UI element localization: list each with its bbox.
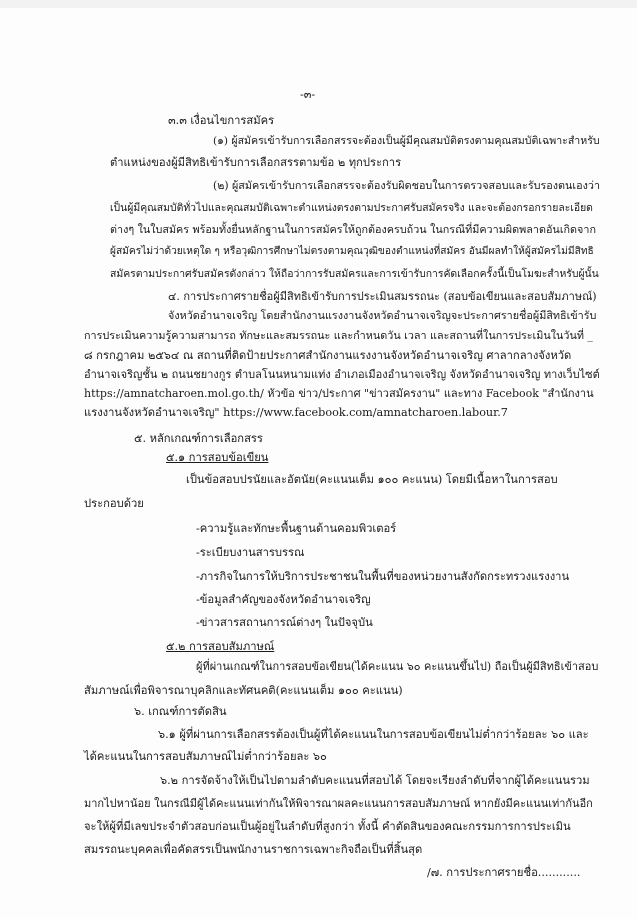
topic-4: -ข้อมูลสำคัญของจังหวัดอำนาจเจริญ <box>196 593 371 606</box>
s62-line-1: ๖.๒ การจัดจ้างให้เป็นไปตามลำดับคะแนนที่สอบได้ โดยจะเรียงลำดับที่จากผู้ได้คะแนนรวม <box>160 774 590 787</box>
s4-line-4: อำนาจเจริญชั้น ๒ ถนนชยางกูร ตำบลโนนหนามแท่ง อำเภอเมืองอำนาจเจริญ จังหวัดอำนาจเจริญ ทางเว็บไซต์ <box>84 368 600 381</box>
s52-line-1: ผู้ที่ผ่านเกณฑ์ในการสอบข้อเขียน(ได้คะแนน ๖๐ คะแนนขึ้นไป) ถือเป็นผู้มีสิทธิเข้าสอบ <box>196 660 599 673</box>
s33-p2-line-2: เป็นผู้มีคุณสมบัติทั่วไปและคุณสมบัติเฉพาะตำแหน่งตรงตามประกาศรับสมัครจริง และจะต้องกรอกรายละเอียด <box>110 202 593 214</box>
section-5-1-heading: ๕.๑ การสอบข้อเขียน <box>166 451 269 464</box>
s33-p2-line-1: (๒) ผู้สมัครเข้ารับการเลือกสรรจะต้องรับผิดชอบในการตรวจสอบและรับรองตนเองว่า <box>213 179 601 192</box>
s4-line-1: จังหวัดอำนาจเจริญ โดยสำนักงานแรงงานจังหวัดอำนาจเจริญจะประกาศรายชื่อผู้มีสิทธิเข้ารับ <box>168 309 597 322</box>
s33-p1-line-1: (๑) ผู้สมัครเข้ารับการเลือกสรรจะต้องเป็นผู้มีคุณสมบัติตรงตามคุณสมบัติเฉพาะสำหรับ <box>213 135 600 147</box>
s62-line-4: สมรรถนะบุคคลเพื่อคัดสรรเป็นพนักงานราชการเฉพาะกิจถือเป็นที่สิ้นสุด <box>84 843 423 856</box>
section-3-3-heading: ๓.๓ เงื่อนไขการสมัคร <box>168 114 275 127</box>
s33-p2-line-3: ต่างๆ ในใบสมัคร พร้อมทั้งยื่นหลักฐานในการสมัครให้ถูกต้องครบถ้วน ในกรณีที่มีความผิดพลาดอันเกิดจาก <box>110 223 596 236</box>
s33-p2-line-4: ผู้สมัครไม่ว่าด้วยเหตุใด ๆ หรือวุฒิการศึกษาไม่ตรงตามคุณวุฒิของตำแหน่งที่สมัคร อันมีผลทำให้ผู้สมัครไม่มีสิทธิ <box>110 246 594 257</box>
s61-line-1: ๖.๑ ผู้ที่ผ่านการเลือกสรรต้องเป็นผู้ที่ได้คะแนนในการสอบข้อเขียนไม่ต่ำกว่าร้อยละ ๖๐ และ <box>158 728 589 741</box>
s33-p1-line-2: ตำแหน่งของผู้มีสิทธิเข้ารับการเลือกสรรตามข้อ ๒ ทุกประการ <box>110 156 402 169</box>
topic-2: -ระเบียบงานสารบรรณ <box>196 546 305 559</box>
topic-5: -ข่าวสารสถานการณ์ต่างๆ ในปัจจุบัน <box>196 616 373 629</box>
s61-line-2: ได้คะแนนในการสอบสัมภาษณ์ไม่ต่ำกว่าร้อยละ ๖๐ <box>84 750 327 763</box>
topic-1: -ความรู้และทักษะพื้นฐานด้านคอมพิวเตอร์ <box>196 522 397 535</box>
s62-line-3: จะให้ผู้ที่มีเลขประจำตัวสอบก่อนเป็นผู้อยู่ในลำดับที่สูงกว่า ทั้งนี้ คำตัดสินของคณะกรรมการการประเมิน <box>84 820 571 833</box>
topic-3: -ภารกิจในการให้บริการประชาชนในพื้นที่ของหน่วยงานสังกัดกระทรวงแรงงาน <box>196 570 570 583</box>
section-5-2-heading: ๕.๒ การสอบสัมภาษณ์ <box>166 640 275 653</box>
s33-p2-line-5: สมัครตามประกาศรับสมัครดังกล่าว ให้ถือว่าการรับสมัครและการเข้ารับการคัดเลือกครั้งนี้เป็นโมฆะสำหรับผู้นั้น <box>110 268 599 280</box>
section-4-heading: ๔. การประกาศรายชื่อผู้มีสิทธิเข้ารับการประเมินสมรรถนะ (สอบข้อเขียนและสอบสัมภาษณ์) <box>168 290 597 303</box>
s52-line-2: สัมภาษณ์เพื่อพิจารณาบุคลิกและทัศนคติ(คะแนนเต็ม ๑๐๐ คะแนน) <box>84 684 403 697</box>
section-6-heading: ๖. เกณฑ์การตัดสิน <box>134 705 227 718</box>
page-number: -๓- <box>300 88 316 101</box>
s62-line-2: มากไปหาน้อย ในกรณีมีผู้ได้คะแนนเท่ากันให้พิจารณาผลคะแนนการสอบสัมภาษณ์ หากยังมีคะแนนเท่ากันอีก <box>84 797 593 810</box>
s4-line-6: แรงงานจังหวัดอำนาจเจริญ" https://www.facebook.com/amnatcharoen.labour.7 <box>84 406 508 419</box>
s51-line-1: เป็นข้อสอบปรนัยและอัตนัย(คะแนนเต็ม ๑๐๐ คะแนน) โดยมีเนื้อหาในการสอบ <box>186 473 558 486</box>
next-page-reference: /๗. การประกาศรายชื่อ............ <box>427 866 581 879</box>
s4-line-2: การประเมินความรู้ความสามารถ ทักษะและสมรรถนะ และกำหนดวัน เวลา และสถานที่ในการประเมินในวันที่ _ <box>84 329 593 342</box>
s4-line-3: ๘ กรกฎาคม ๒๕๖๔ ณ สถานที่ติดป้ายประกาศสำนักงานแรงงานจังหวัดอำนาจเจริญ ศาลากลางจังหวัด <box>84 349 572 362</box>
page-top-edge <box>0 0 637 8</box>
section-5-heading: ๕. หลักเกณฑ์การเลือกสรร <box>134 432 263 445</box>
s51-line-2: ประกอบด้วย <box>84 497 144 510</box>
s4-line-5: https://amnatcharoen.mol.go.th/ หัวข้อ ข่าว/ประกาศ "ข่าวสมัครงาน" และทาง Facebook "สำนักงาน <box>84 387 594 400</box>
